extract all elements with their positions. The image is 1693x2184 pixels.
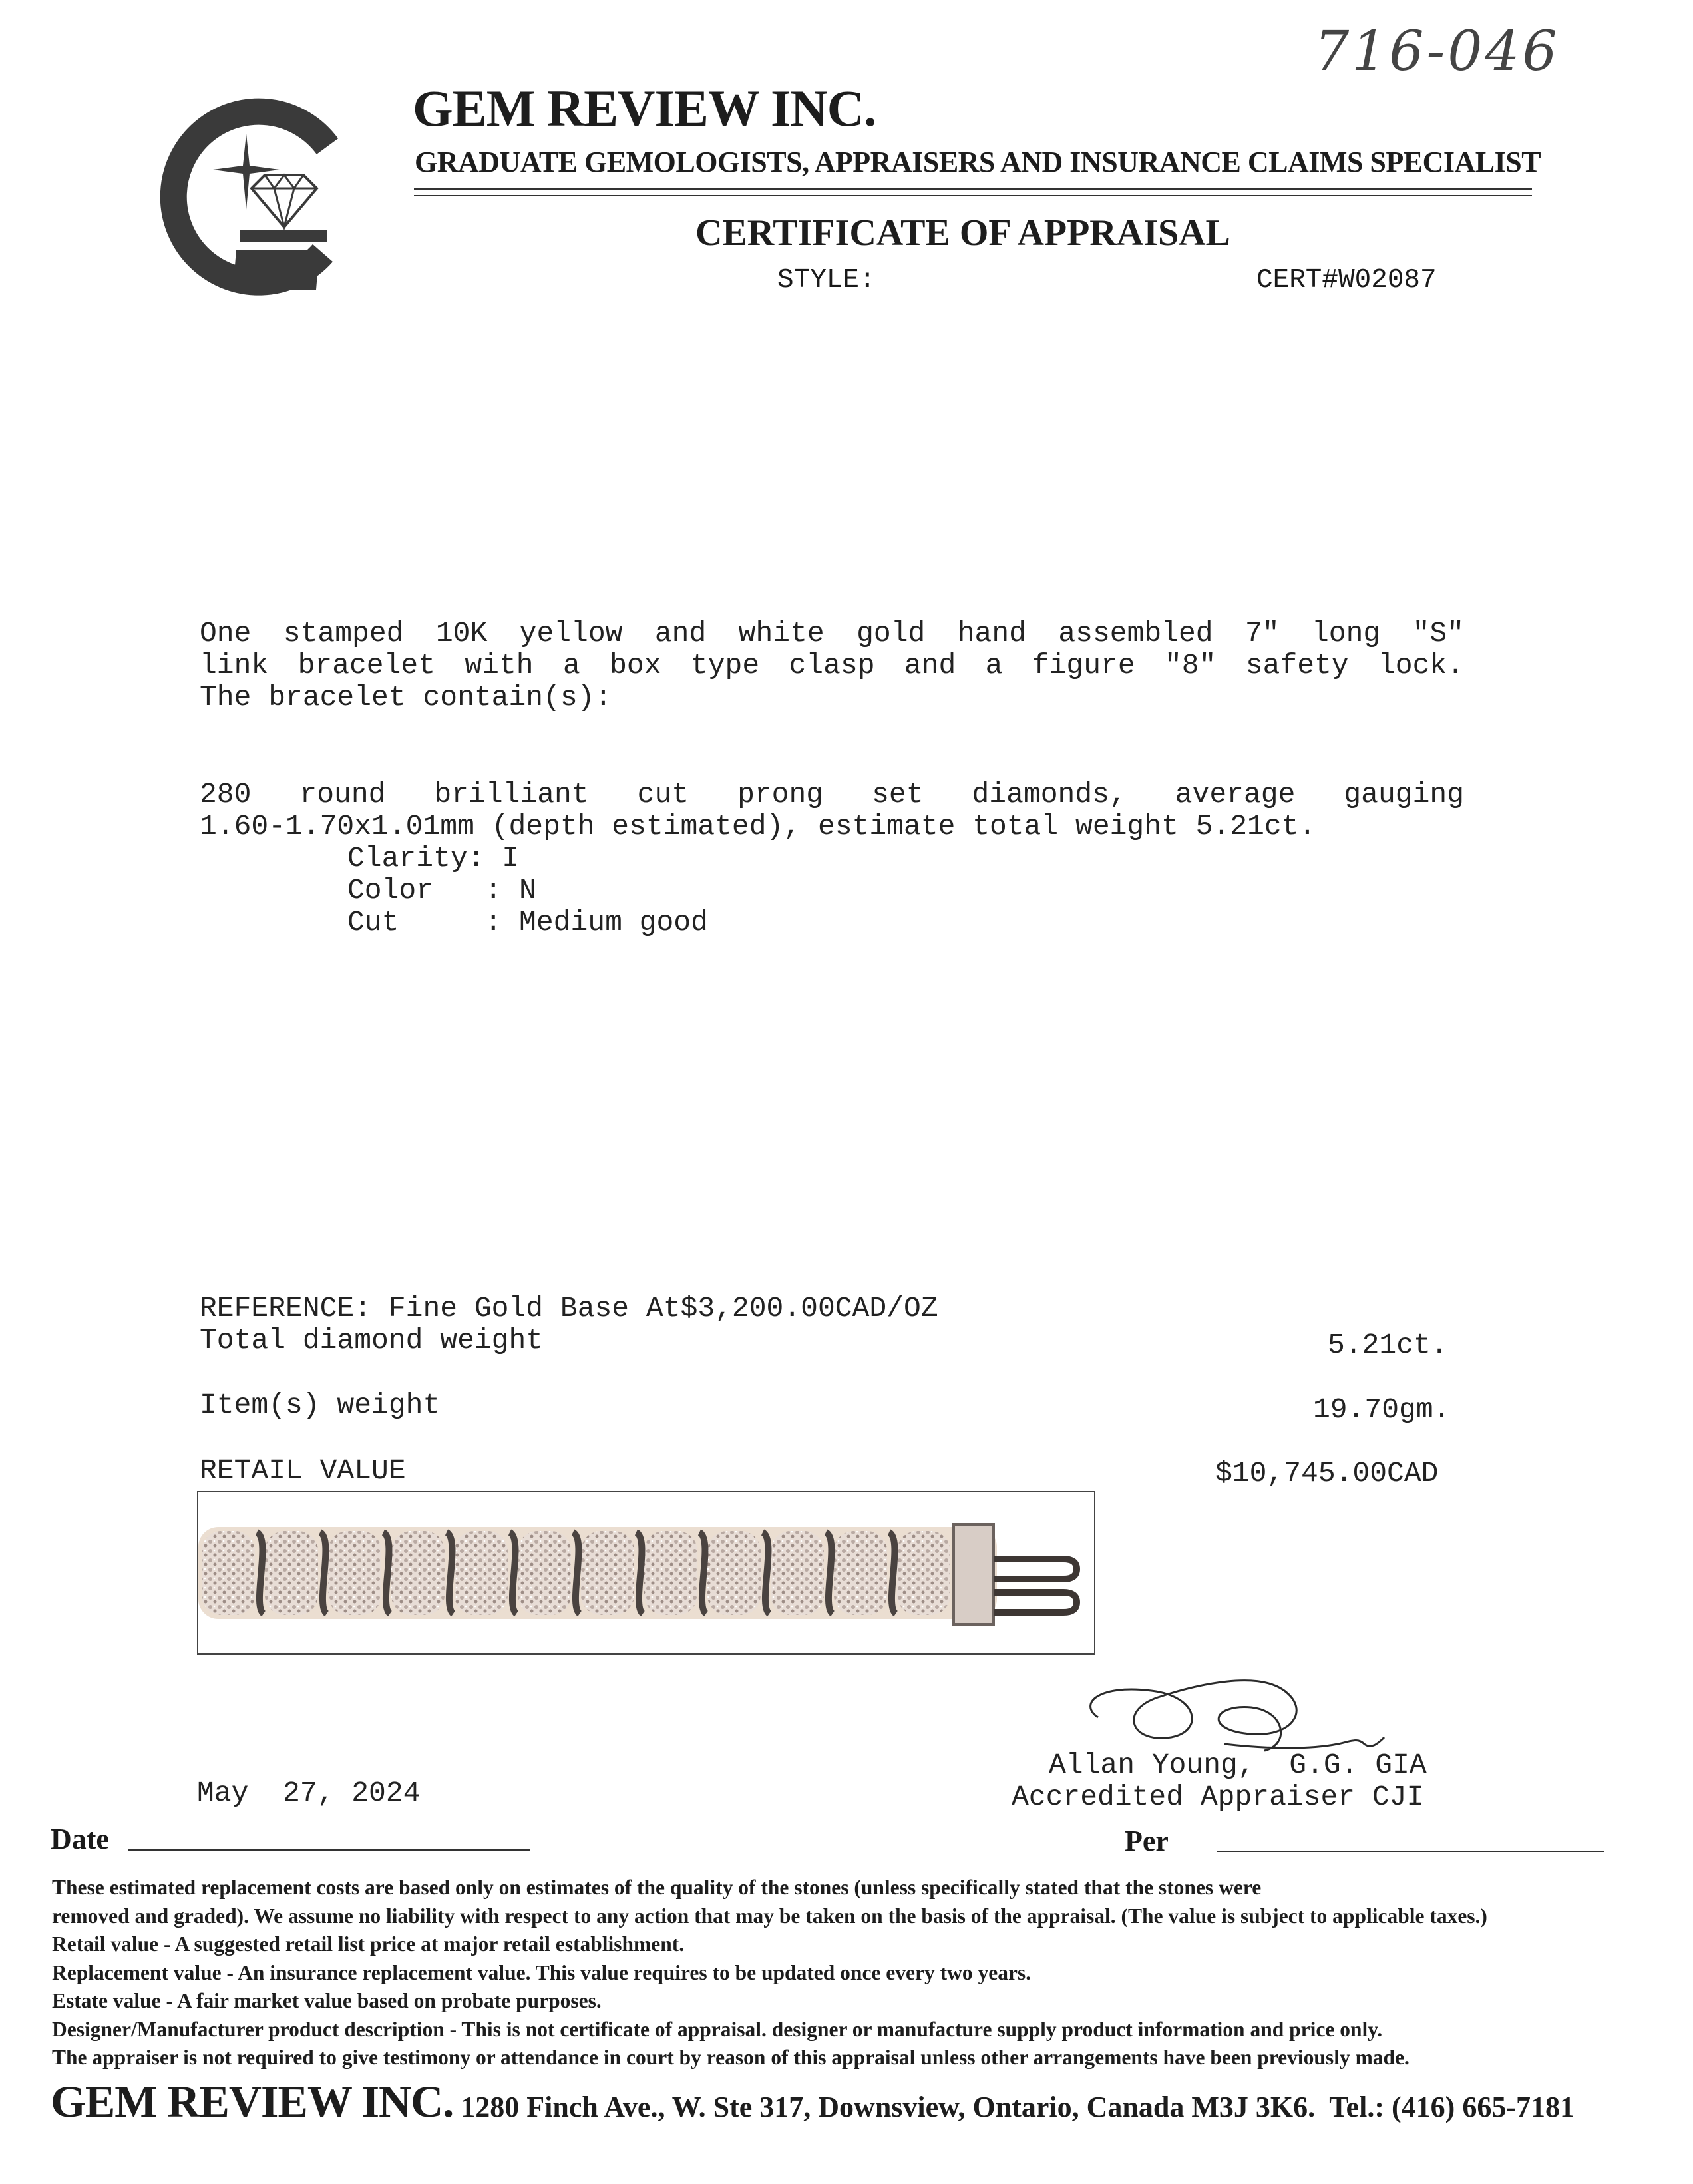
item-weight-label: Item(s) weight — [200, 1389, 441, 1421]
disclaimer-line: The appraiser is not required to give testimony or attendance in court by reason of this appraisal unless other arrangements have been previously made. — [52, 2046, 1410, 2069]
disclaimer-line: Retail value - A suggested retail list price at major retail establishment. — [52, 1932, 685, 1956]
cut-grade: Cut : Medium good — [347, 906, 708, 939]
description-line: The bracelet contain(s): — [200, 681, 612, 714]
disclaimer-block — [52, 1874, 1676, 2072]
footer-company-name: GEM REVIEW INC. — [51, 2076, 454, 2127]
handwritten-reference-number: 716-046 — [1314, 20, 1560, 83]
diamond-star-logo-icon — [153, 97, 353, 296]
certificate-number: CERT#W02087 — [1256, 265, 1437, 296]
appraiser-name: Allan Young, G.G. GIA — [1049, 1749, 1427, 1781]
total-diamond-weight-label: Total diamond weight — [200, 1324, 544, 1357]
footer-address: 1280 Finch Ave., W. Ste 317, Downsview, Ontario, Canada M3J 3K6. Tel.: (416) 665-7181 — [453, 2091, 1575, 2123]
disclaimer-line: Estate value - A fair market value based on probate purposes. — [52, 1989, 602, 2012]
description-line: One stamped 10K yellow and white gold hand assembled 7" long "S" — [200, 617, 1464, 650]
gold-reference: REFERENCE: Fine Gold Base At$3,200.00CAD/OZ — [200, 1292, 938, 1325]
date-signature-line — [128, 1849, 530, 1851]
header-rule-bottom — [414, 195, 1532, 196]
diamond-line: 280 round brilliant cut prong set diamonds, average gauging — [200, 778, 1464, 811]
disclaimer-line: Replacement value - An insurance replacement value. This value requires to be updated once every two years. — [52, 1960, 1032, 1984]
header-rule-top — [414, 188, 1532, 190]
retail-value: $10,745.00CAD — [1215, 1457, 1439, 1490]
item-description — [200, 618, 1464, 714]
clarity-grade: Clarity: I — [347, 842, 520, 875]
total-diamond-weight-value: 5.21ct. — [1328, 1329, 1448, 1361]
date-label: Date — [51, 1823, 109, 1855]
item-weight-value: 19.70gm. — [1313, 1393, 1451, 1426]
appraiser-signature — [1071, 1644, 1417, 1764]
diamond-line: 1.60-1.70x1.01mm (depth estimated), estimate total weight 5.21ct. — [200, 810, 1316, 843]
appraiser-accreditation: Accredited Appraiser CJI — [1012, 1781, 1424, 1813]
bracelet-photo — [197, 1491, 1095, 1655]
diamond-description — [200, 779, 1464, 843]
per-signature-line — [1217, 1851, 1604, 1852]
disclaimer-line: These estimated replacement costs are based only on estimates of the quality of the stones (unless specifically stated that the stones were — [52, 1876, 1262, 1899]
per-label: Per — [1125, 1825, 1169, 1857]
appraisal-date: May 27, 2024 — [197, 1777, 421, 1809]
certificate-title: CERTIFICATE OF APPRAISAL — [695, 212, 1230, 254]
company-tagline: GRADUATE GEMOLOGISTS, APPRAISERS AND INSURANCE CLAIMS SPECIALIST — [415, 146, 1541, 178]
company-name: GEM REVIEW INC. — [413, 79, 876, 137]
disclaimer-line: removed and graded). We assume no liability with respect to any action that may be taken on the basis of the appraisal. (The value is subject to applicable taxes.) — [52, 1904, 1487, 1928]
retail-value-label: RETAIL VALUE — [200, 1454, 406, 1487]
description-line: link bracelet with a box type clasp and a figure "8" safety lock. — [200, 649, 1464, 682]
footer — [51, 2075, 1575, 2128]
style-label: STYLE: — [777, 265, 876, 296]
bracelet-image — [198, 1492, 1094, 1653]
disclaimer-line: Designer/Manufacturer product description - This is not certificate of appraisal. designer or manufacture supply product information and price only. — [52, 2017, 1383, 2041]
color-grade: Color : N — [347, 874, 536, 907]
